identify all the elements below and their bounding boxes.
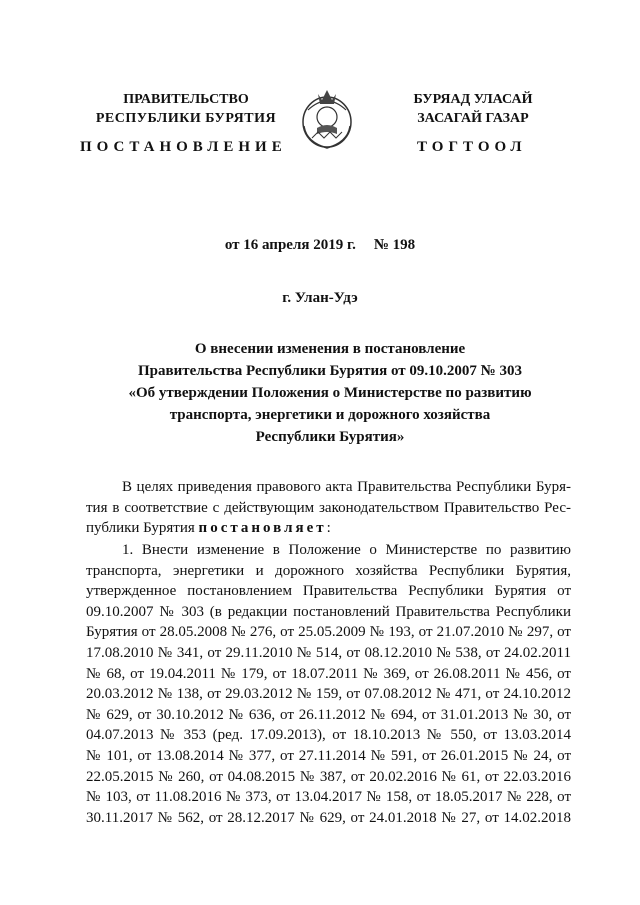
header-right <box>388 90 558 128</box>
title-line: Республики Бурятия» <box>255 429 405 445</box>
point-1-line: утвержденное постановлением Правительства Республики Бурятия от <box>86 583 571 600</box>
header-left-line2: РЕСПУБЛИКИ БУРЯТИЯ <box>95 111 277 126</box>
point-1-line: Бурятия от 28.05.2008 № 276, от 25.05.2009 № 193, от 21.07.2010 № 297, от <box>86 624 571 641</box>
point-1-line: 17.08.2010 № 341, от 29.11.2010 № 514, от 08.12.2010 № 538, от 24.02.2011 <box>86 644 571 661</box>
point-1-line: транспорта, энергетики и дорожного хозяйства Республики Бурятия, <box>86 562 571 579</box>
point-1-line: 1. Внести изменение в Положение о Министерстве по развитию <box>122 542 571 558</box>
point-1-line: 22.05.2015 № 260, от 04.08.2015 № 387, от 20.02.2016 № 61, от 22.03.2016 <box>86 768 571 785</box>
keyword-postanovlyaet: постановляет <box>198 520 327 537</box>
decree-label-russian: ПОСТАНОВЛЕНИЕ <box>80 139 287 155</box>
decree-title <box>120 338 540 448</box>
preamble-line: В целях приведения правового акта Правительства Республики Буря- <box>122 479 571 495</box>
header-right-line1: БУРЯАД УЛАСАЙ <box>413 92 533 107</box>
preamble-line: тия в соответствие с действующим законодательством Правительство Рес- <box>86 499 571 516</box>
point-1-line: 20.03.2012 № 138, от 29.03.2012 № 159, от 07.08.2012 № 471, от 24.10.2012 <box>86 686 571 703</box>
decree-date: от 16 апреля 2019 г. <box>224 237 356 253</box>
title-line: Правительства Республики Бурятия от 09.10.2007 № 303 <box>137 363 522 379</box>
point-1-line: 09.10.2007 № 303 (в редакции постановлений Правительства Республики <box>86 603 571 620</box>
point-1-paragraph <box>86 540 571 828</box>
point-1-line: 04.07.2013 № 353 (ред. 17.09.2013), от 18.10.2013 № 550, от 13.03.2014 <box>86 727 571 744</box>
point-1-line: № 68, от 19.04.2011 № 179, от 18.07.2011 № 369, от 26.08.2011 № 456, от <box>86 665 571 682</box>
decree-label-buryat: ТОГТООЛ <box>417 139 527 155</box>
title-line: «Об утверждении Положения о Министерстве по развитию <box>128 385 532 401</box>
preamble-colon: : <box>326 520 331 537</box>
point-1-line: № 103, от 11.08.2016 № 373, от 13.04.2017 № 158, от 18.05.2017 № 228, от <box>86 789 571 806</box>
city: г. Улан-Удэ <box>282 290 358 306</box>
header-left-line1: ПРАВИТЕЛЬСТВО <box>123 92 249 107</box>
preamble-paragraph <box>86 477 571 539</box>
header-left <box>86 90 286 128</box>
title-line: О внесении изменения в постановление <box>194 341 466 357</box>
header-right-line2: ЗАСАГАЙ ГАЗАР <box>417 111 529 126</box>
coat-of-arms-icon <box>296 82 358 152</box>
point-1-line: № 629, от 30.10.2012 № 636, от 26.11.2012 № 694, от 31.01.2013 № 30, от <box>86 706 571 723</box>
title-line: транспорта, энергетики и дорожного хозяйства <box>169 407 491 423</box>
preamble-line3-text: публики Бурятия <box>86 520 195 537</box>
point-1-line: 30.11.2017 № 562, от 28.12.2017 № 629, от 24.01.2018 № 27, от 14.02.2018 <box>86 809 571 826</box>
preamble-line <box>86 518 571 539</box>
decree-date-line <box>0 237 640 254</box>
point-1-line: № 101, от 13.08.2014 № 377, от 27.11.2014 № 591, от 26.01.2015 № 24, от <box>86 747 571 764</box>
decree-number: № 198 <box>373 237 416 253</box>
